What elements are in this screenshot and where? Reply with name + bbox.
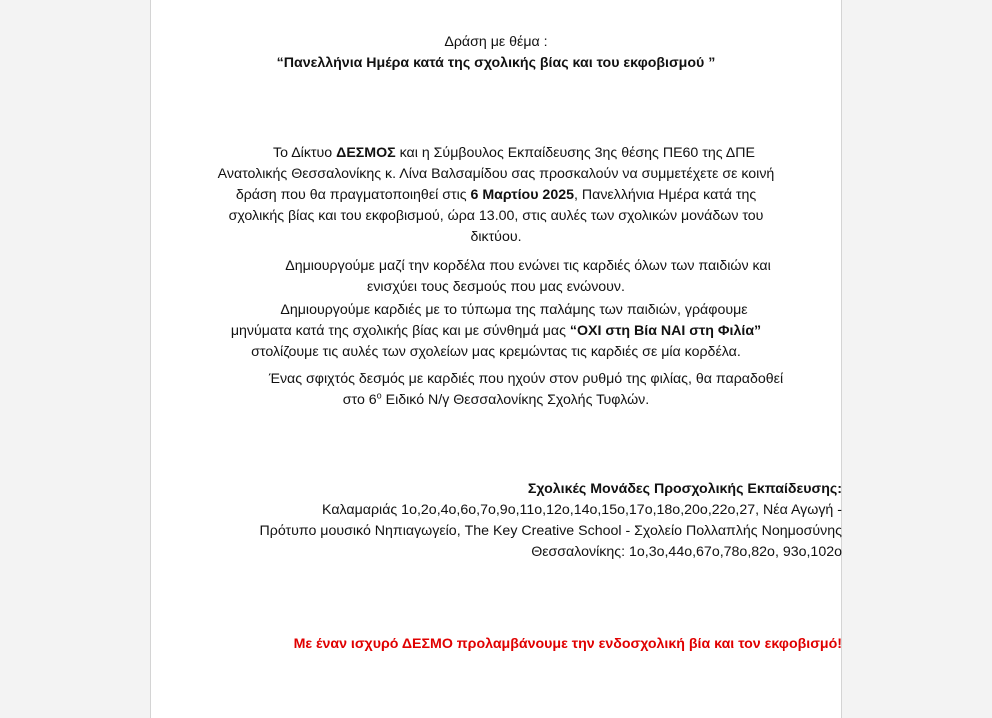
header-line-1: Δράση με θέμα : (444, 34, 548, 50)
paragraph-2-line-1: Δημιουργούμε μαζί την κορδέλα που ενώνει τις καρδιές όλων των παιδιών και (285, 258, 771, 274)
paragraph-3-line-1: Δημιουργούμε καρδιές με το τύπωμα της παλάμης των παιδιών, γράφουμε (280, 302, 748, 318)
paragraph-1-line-1: Το Δίκτυο ΔΕΣΜΟΣ και η Σύμβουλος Εκπαίδευσης 3ης θέσης ΠΕ60 της ΔΠΕ (273, 145, 755, 161)
paragraph-1-line-3: δράση που θα πραγματοποιηθεί στις 6 Μαρτίου 2025, Πανελλήνια Ημέρα κατά της (235, 187, 757, 203)
paragraph-1-line-5: δικτύου. (470, 229, 522, 245)
slogan: “ΟΧΙ στη Βία ΝΑΙ στη Φιλία” (569, 323, 762, 339)
schools-title: Σχολικές Μονάδες Προσχολικής Εκπαίδευσης: (527, 481, 842, 497)
paragraph-3-line-2: μηνύματα κατά της σχολικής βίας και με σύνθημά μας “ΟΧΙ στη Βία ΝΑΙ στη Φιλία” (230, 323, 762, 339)
paragraph-1-line-2: Ανατολικής Θεσσαλονίκης κ. Λίνα Βαλσαμίδου σας προσκαλούν να συμμετέχετε σε κοινή (217, 166, 775, 182)
paragraph-4-line-2: στο $6^o$ Ειδικό Ν/γ Θεσσαλονίκης Σχολής Τυφλών. (342, 390, 650, 408)
paragraph-4-line-1: Ένας σφιχτός δεσμός με καρδιές που ηχούν στον ρυθμό της φιλίας, θα παραδοθεί (268, 371, 784, 387)
header-title: “Πανελλήνια Ημέρα κατά της σχολικής βίας και του εκφοβισμού ” (276, 55, 716, 71)
event-date: 6 Μαρτίου 2025 (470, 187, 574, 203)
paragraph-2-line-2: ενισχύει τους δεσμούς που μας ενώνουν. (367, 279, 625, 295)
network-name: ΔΕΣΜΟΣ (336, 145, 396, 161)
schools-line-2: Πρότυπο μουσικό Νηπιαγωγείο, The Key Creative School - Σχολείο Πολλαπλής Νοημοσύνης (259, 523, 842, 539)
schools-line-3: Θεσσαλονίκης: 1ο,3ο,44ο,67ο,78ο,82ο, 93ο,102ο (531, 544, 842, 560)
schools-line-1: Καλαμαριάς 1ο,2ο,4ο,6ο,7ο,9ο,11ο,12ο,14ο,15ο,17ο,18ο,20ο,22ο,27, Νέα Αγωγή - (322, 502, 842, 518)
closing-statement: Με έναν ισχυρό ΔΕΣΜΟ προλαμβάνουμε την ενδοσχολική βία και τον εκφοβισμό! (293, 636, 842, 652)
paragraph-1-line-4: σχολικής βίας και του εκφοβισμού, ώρα 13.00, στις αυλές των σχολικών μονάδων του (228, 208, 764, 224)
paragraph-3-line-3: στολίζουμε τις αυλές των σχολείων μας κρεμώντας τις καρδιές σε μία κορδέλα. (251, 344, 741, 360)
